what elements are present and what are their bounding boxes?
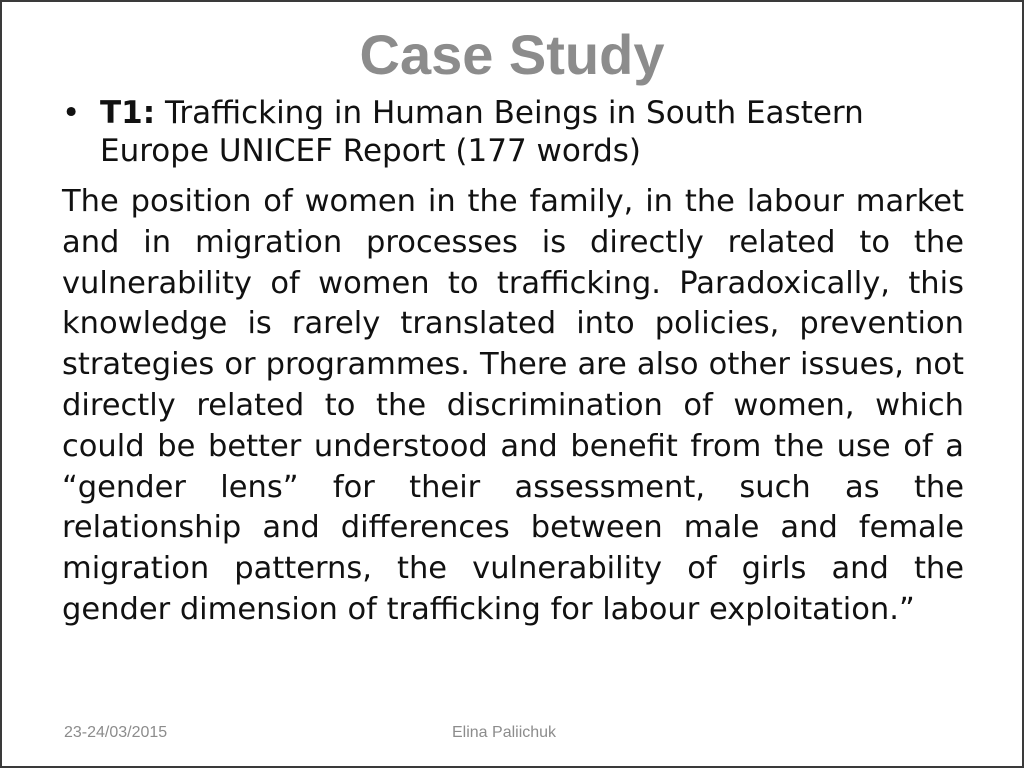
quote-body: The position of women in the family, in the labour market and in migration processes is directly related to the vulnerability of women to trafficking. Paradoxically, this knowledge is rarely translated into policies, prevention strategies or programmes. There are also other issues, not directly related to the discrimination of women, which could be better understood and benefit from the use of a “gender lens” for their assessment, such as the relationship and differences between male and female migration patterns, the vulnerability of girls and the gender dimension of trafficking for labour exploitation.” [62, 184, 964, 627]
bullet-item [62, 94, 962, 170]
bullet-description: Trafficking in Human Beings in South Eastern Europe UNICEF Report (177 words) [100, 95, 864, 169]
bullet-label: T1: [100, 95, 156, 131]
slide-title: Case Study [359, 23, 665, 86]
bullet-text [100, 94, 962, 170]
footer-author: Elina Paliichuk [452, 724, 557, 741]
footer-date: 23-24/03/2015 [64, 724, 168, 741]
bullet-marker: • [62, 95, 81, 131]
